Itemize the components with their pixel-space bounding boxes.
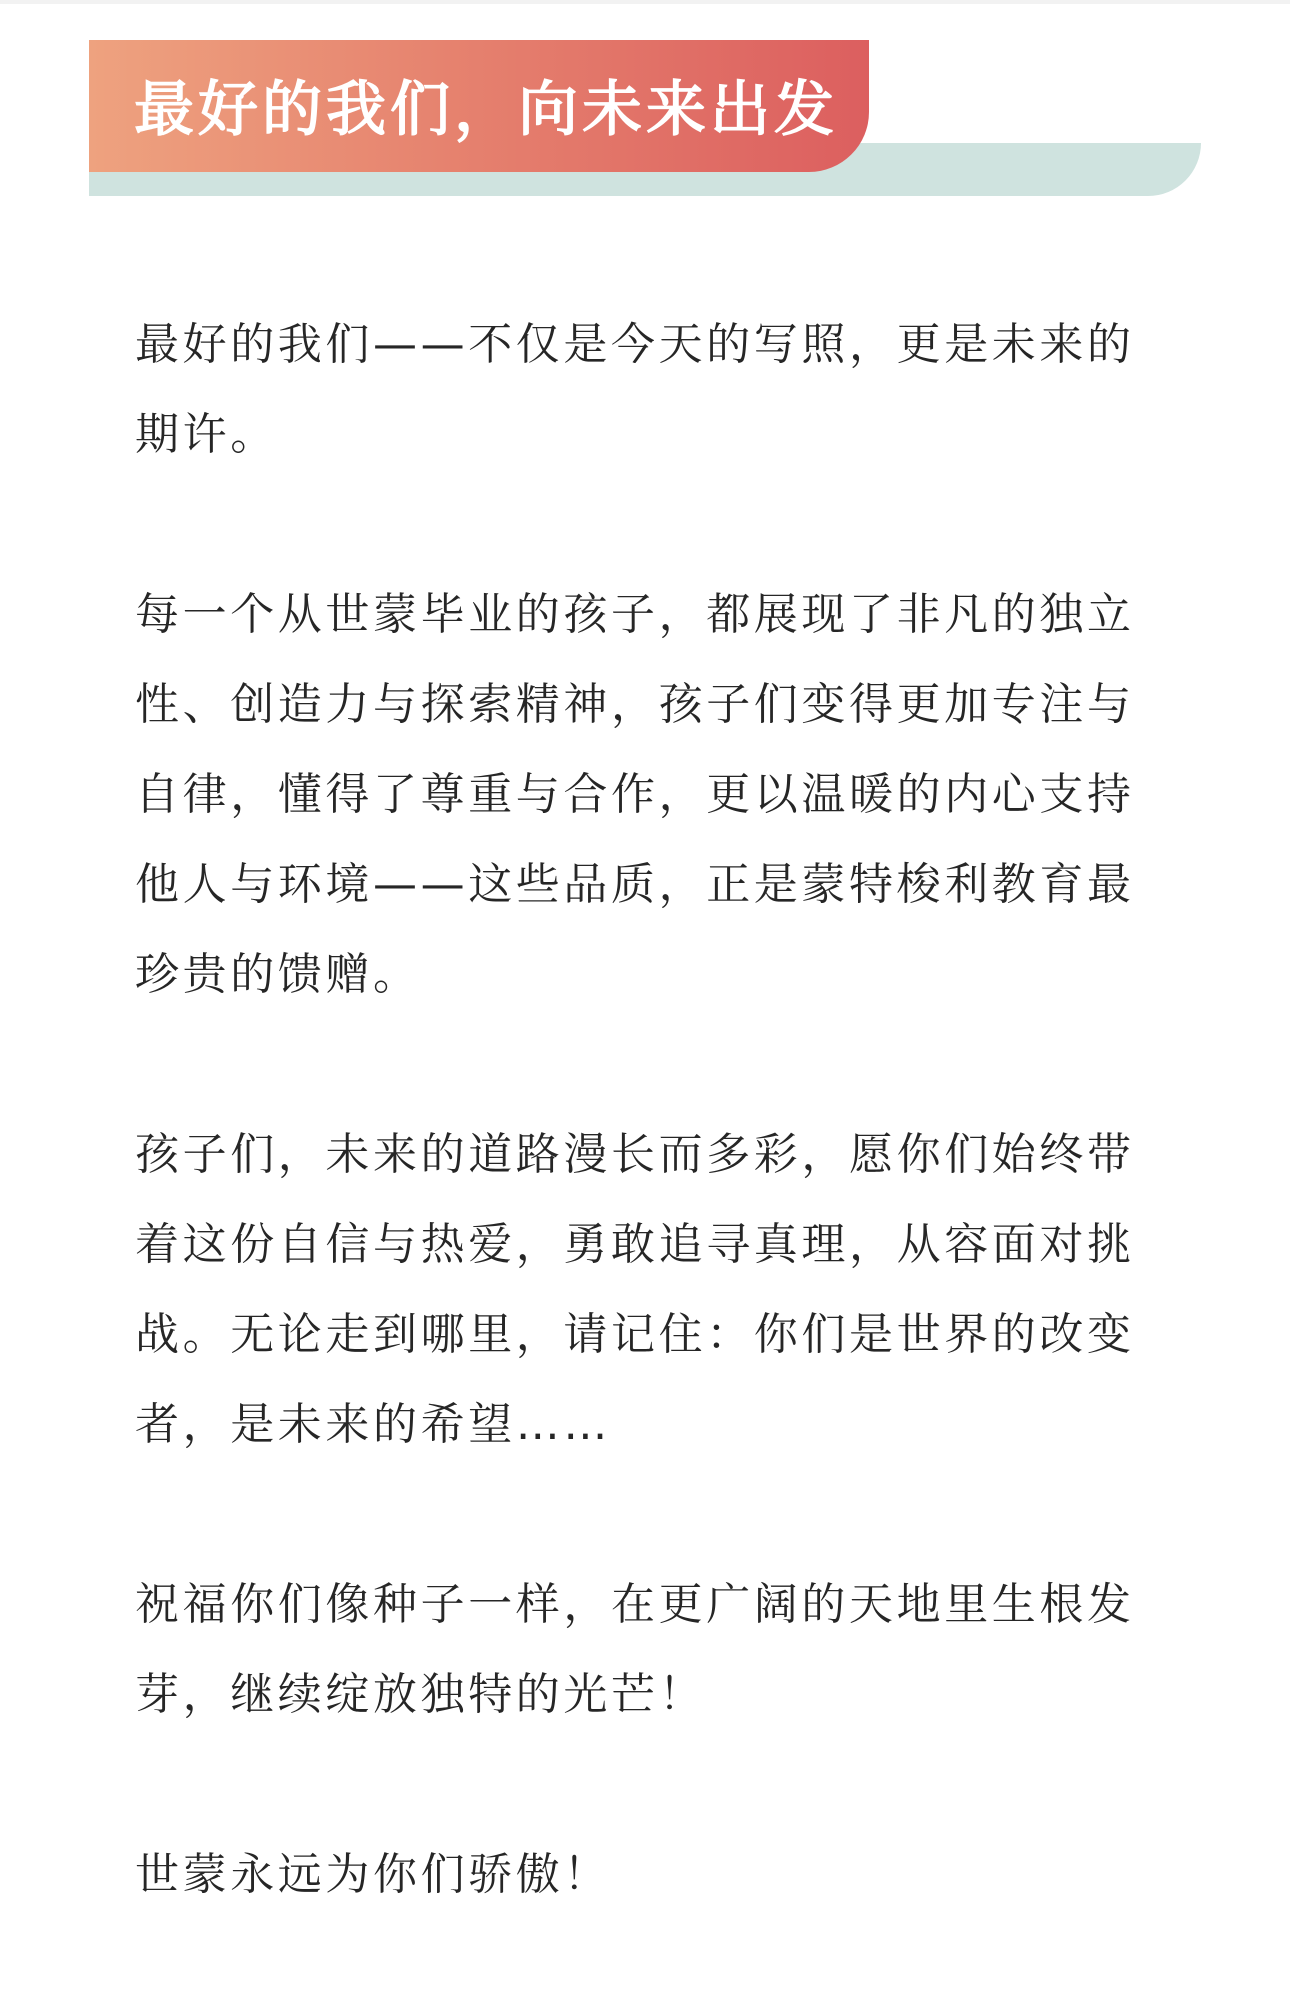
section-header-banner [89, 40, 1201, 196]
banner-title-block [89, 40, 869, 172]
paragraph-qualities: 每一个从世蒙毕业的孩子，都展现了非凡的独立性、创造力与探索精神，孩子们变得更加专注与自律，懂得了尊重与合作，更以温暖的内心支持他人与环境——这些品质，正是蒙特梭利教育最珍贵的馈赠。 [135, 589, 1135, 1000]
article-body [135, 300, 1165, 2010]
top-divider [0, 0, 1290, 4]
paragraph-blessing: 祝福你们像种子一样，在更广阔的天地里生根发芽，继续绽放独特的光芒！ [135, 1579, 1135, 1720]
section-title: 最好的我们，向未来出发 [134, 75, 838, 145]
paragraph-intro: 最好的我们——不仅是今天的写照，更是未来的期许。 [135, 319, 1135, 460]
paragraph-future: 孩子们，未来的道路漫长而多彩，愿你们始终带着这份自信与热爱，勇敢追寻真理，从容面对挑战。无论走到哪里，请记住：你们是世界的改变者，是未来的希望…… [135, 1129, 1135, 1450]
paragraph-pride: 世蒙永远为你们骄傲！ [135, 1849, 611, 1900]
